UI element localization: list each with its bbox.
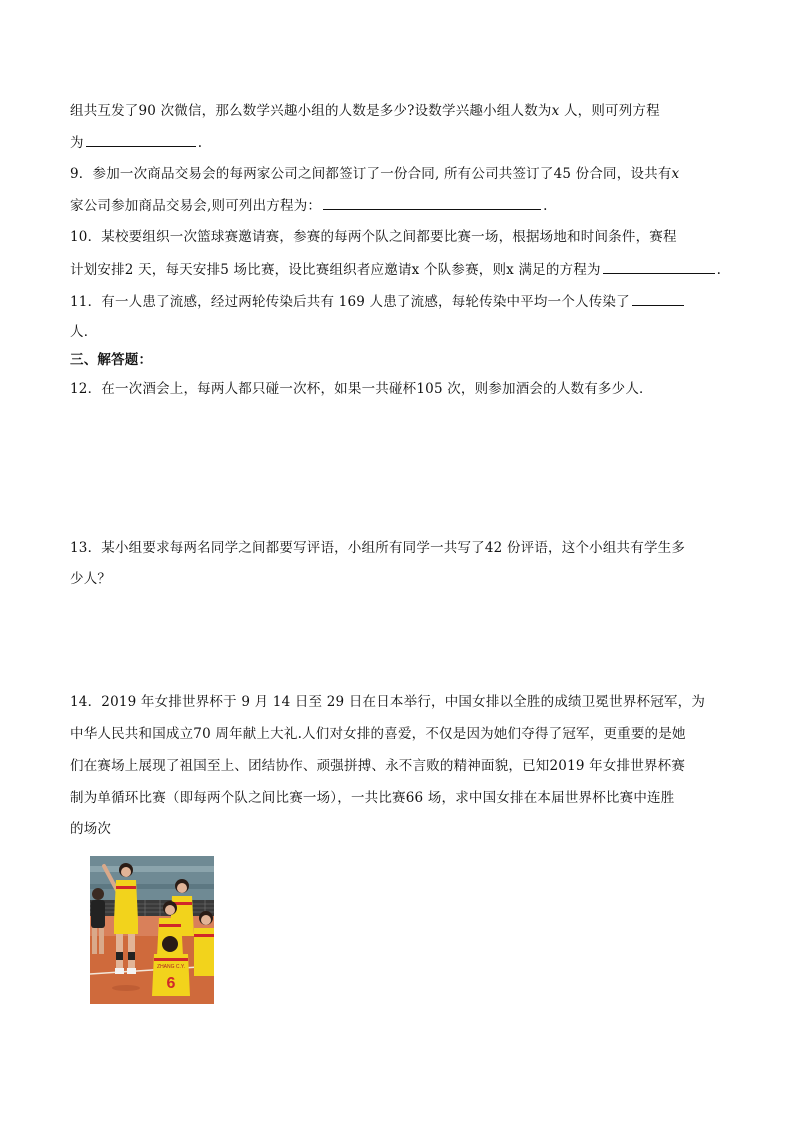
q10-line-2 [70,260,721,279]
q11-line-1 [70,292,686,311]
q14-line-4 [70,789,674,807]
q10-text-2: 计划安排2 天，每天安排5 场比赛，设比赛组织者应邀请x 个队参赛，则x 满足的方程为 [70,262,601,278]
q14-line-1 [70,693,705,711]
floor-shadow [112,985,140,991]
q13-text-2: 少人？ [70,571,112,587]
q8-text-1-end: 人，则可列方程 [563,103,660,119]
q13-text-1: 13．某小组要求每两名同学之间都要写评语，小组所有同学一共写了42 份评语，这个小组共有学生多 [70,540,686,556]
q11-line-2 [70,323,97,341]
q9-text-2: 家公司参加商品交易会,则可列出方程为： [70,198,322,214]
q10-text-1: 10．某校要组织一次篮球赛邀请赛，参赛的每两个队之间都要比赛一场，根据场地和时间条件，赛程 [70,229,677,245]
section-3-title [70,351,152,369]
q8-line-2 [70,133,202,152]
q14-line-3 [70,757,685,775]
q14-line-2 [70,725,686,743]
q9-answer-blank[interactable] [323,196,541,210]
volleyball-team-illustration [90,856,214,1004]
q14-text-2: 中华人民共和国成立70 周年献上大礼.人们对女排的喜爱，不仅是因为她们夺得了冠军，更重要的是她 [70,726,686,742]
q14-text-5: 的场次 [70,821,112,837]
q9-line-1 [70,165,679,183]
jersey-number-text: 6 [166,975,176,992]
jersey-name-text: ZHANG C.Y. [157,964,185,970]
q8-answer-blank[interactable] [86,133,196,147]
q10-answer-blank[interactable] [603,260,715,274]
q9-period: . [543,198,548,214]
q9-var-x: x [671,166,680,182]
crowd-band-2 [90,884,214,889]
q14-text-3: 们在赛场上展现了祖国至上、团结协作、顽强拼搏、永不言败的精神面貌，已知2019 年女排世界杯赛 [70,758,686,774]
q9-text-1: 9．参加一次商品交易会的每两家公司之间都签订了一份合同, 所有公司共签订了45 份合同，设共有 [70,166,672,182]
q11-answer-blank[interactable] [632,292,684,306]
q13-line-2 [70,570,111,588]
q10-period: . [716,262,722,278]
q8-var-x: x [551,103,560,119]
q14-text-4: 制为单循环比赛（即每两个队之间比赛一场），一共比赛66 场，求中国女排在本届世界杯比赛中连胜 [70,790,675,806]
q14-text-1: 14．2019 年女排世界杯于 9 月 14 日至 29 日在日本举行，中国女排以全胜的成绩卫冕世界杯冠军，为 [70,694,706,710]
q10-line-1 [70,228,677,246]
q11-text-2: 人． [70,324,98,340]
volleyball-team-photo [90,856,214,1004]
q11-text-1: 11．有一人患了流感，经过两轮传染后共有 169 人患了流感，每轮传染中平均一个人传染了 [70,294,630,310]
q8-period: . [197,135,203,151]
q13-line-1 [70,539,685,557]
q8-text-1: 组共互发了90 次微信，那么数学兴趣小组的人数是多少?设数学兴趣小组人数为 [70,103,552,119]
q12-text: 12．在一次酒会上，每两人都只碰一次杯，如果一共碰杯105 次，则参加酒会的人数有多少人． [70,381,653,397]
section-3-title-text: 三、解答题： [70,352,153,368]
q8-line-1 [70,102,660,120]
q8-text-2: 为 [70,135,84,151]
q14-line-5 [70,820,111,838]
q12-line-1 [70,380,653,398]
q9-line-2 [70,196,548,215]
